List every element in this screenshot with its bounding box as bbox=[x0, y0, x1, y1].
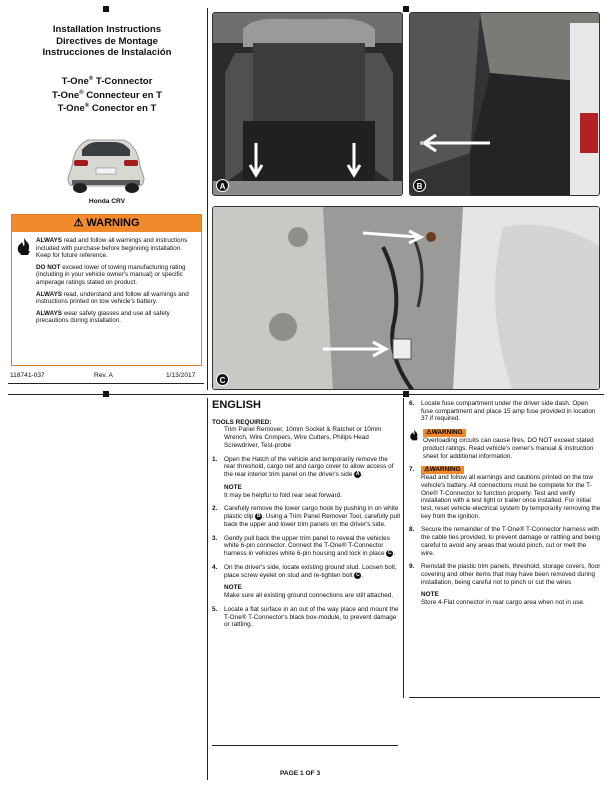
top-tick-right bbox=[403, 6, 409, 12]
step-8: 8. Secure the remainder of the T-One® T-Connector harness with the cable ties provided, to prevent damage or rattling and being careful to avoid any areas that would pinch, cut or melt the wire. bbox=[409, 526, 601, 557]
fire-hazard-icon bbox=[409, 429, 420, 441]
doc-date: 1/13/2017 bbox=[166, 372, 196, 379]
page-number: PAGE 1 OF 3 bbox=[280, 770, 321, 777]
english-column bbox=[212, 399, 400, 629]
step-4: 4. On the driver's side, locate existing ground stud. Loosen bolt, place screw eyelet on stud and re-tighten bolt C . NOTE Make sure all existing ground connections are still attached. bbox=[212, 564, 400, 600]
step-9: 9. Reinstall the plastic trim panels, threshold, storage covers, floor covering and other items that may have been removed during installation, being careful not to pinch or cut the wires NOTE Store 4-Flat connector in rear cargo area when not in use. bbox=[409, 563, 601, 607]
fire-hazard-icon bbox=[16, 237, 33, 256]
lower-column-divider bbox=[207, 398, 208, 780]
english-end-rule bbox=[212, 745, 398, 746]
note-3-heading: NOTE bbox=[421, 591, 439, 599]
tools-required-heading: TOOLS REQUIRED: bbox=[212, 418, 272, 426]
warning-paragraph-3: ALWAYS read, understand and follow all warnings and instructions printed on tow vehicle's battery. bbox=[36, 290, 189, 306]
upper-section-divider bbox=[8, 394, 604, 395]
photo-c-connector bbox=[212, 206, 600, 390]
warning-paragraph-2: DO NOT exceed lower of towing manufacturing rating (including in your vehicle owner's manual) or specific amperage ratings stated on product. bbox=[36, 263, 186, 286]
photo-c-label: C bbox=[216, 373, 229, 386]
warning-badge-1: ⚠WARNING bbox=[423, 429, 466, 437]
note-3-text: Store 4-Flat connector in rear cargo area when not in use. bbox=[421, 599, 585, 607]
warning-paragraph-4: ALWAYS wear safety glasses and use all safety precautions during installation. bbox=[36, 309, 170, 325]
warning-overload-text: Overloading circuits can cause fires. DO NOT exceed stated product ratings. Read vehicle's owner's manual & instruction sheet for additional information. bbox=[423, 437, 594, 460]
step-5: 5. Locate a flat surface in an out of the way place and mount the T-One® T-Connector's black box-module, to prevent damage or rattling. bbox=[212, 605, 399, 629]
vehicle-photo bbox=[58, 126, 154, 196]
upper-divider-tick-left bbox=[103, 391, 109, 397]
warning-overload bbox=[409, 429, 601, 460]
left-column-divider bbox=[207, 8, 208, 390]
title-block bbox=[10, 24, 204, 59]
photo-a-label: A bbox=[216, 179, 229, 192]
top-tick-left bbox=[103, 6, 109, 12]
ref-photo-b-icon: B bbox=[256, 512, 261, 519]
photo-a-cargo-area bbox=[212, 12, 403, 196]
tools-list: Trim Panel Remover, 10mm Socket & Ratchet or 10mm Wrench, Wire Crimpers, Wire Cutters, Philips Head Screwdriver, Test-probe bbox=[224, 426, 382, 449]
photo-b-label: B bbox=[413, 179, 426, 192]
step-3: 3. Gently pull back the upper trim panel to reveal the vehicles white 6-pin connector. Connect the T-One® T-Connector harness in vehicles white 6-pin housing and lock in place C . bbox=[212, 534, 396, 558]
warning-badge-2: ⚠WARNING bbox=[421, 466, 464, 474]
step-7-text: Read and follow all warnings and cautions printed on the tow vehicle's battery. All connections must be complete for the T-One® T-Connector to function properly. Test and verify installation with a test light or trailer once installed. For initial test, reset vehicle electrical system by temporarily removing the key from the ignition. bbox=[421, 474, 601, 520]
photo-a-image bbox=[213, 13, 403, 196]
upper-divider-tick-right bbox=[403, 391, 409, 397]
note-2-heading: NOTE bbox=[224, 584, 242, 592]
note-1-text: It may be helpful to fold rear seat forward. bbox=[224, 491, 342, 499]
product-name-block bbox=[10, 74, 204, 115]
revision: Rev. A bbox=[94, 372, 113, 379]
warning-box bbox=[11, 214, 202, 366]
warning-heading: ⚠ WARNING bbox=[12, 215, 201, 232]
product-name-french: T-One® Connecteur en T bbox=[52, 89, 162, 101]
photo-b-image bbox=[410, 13, 600, 196]
warning-text bbox=[36, 237, 198, 329]
note-1-heading: NOTE bbox=[224, 483, 242, 491]
title-french: Directives de Montage bbox=[56, 35, 158, 47]
meta-underline bbox=[8, 383, 204, 384]
right-end-rule bbox=[409, 697, 600, 698]
photo-b-cargo-hook bbox=[409, 12, 600, 196]
step-7: 7. ⚠WARNING Read and follow all warnings and cautions printed on the tow vehicle's battery. All connections must be complete for the T-One® T-Connector to function properly. Test and verify installation with a test light or trailer once installed. For initial test, reset vehicle electrical system by temporarily removing the key from the ignition. bbox=[409, 466, 601, 520]
warning-paragraph-1: ALWAYS read and follow all warnings and instructions included with purchase before beginning installation. Keep for future reference. bbox=[36, 237, 188, 260]
step-6: 6. Locate fuse compartment under the driver side dash. Open fuse compartment and place 15 amp fuse provided in location 37 if required. bbox=[409, 400, 596, 423]
step-1: 1. Open the Hatch of the vehicle and temporarily remove the rear threshold, cargo net and cargo cover to allow access of the rear interior trim panel on the driver's side A . NOTE It may be helpful to fold rear seat forward. bbox=[212, 456, 400, 500]
photo-c-image bbox=[213, 207, 600, 390]
step-2: 2. Carefully remove the lower cargo hook by pushing in on white plastic clip B . Using a Trim Panel Remover Tool, carefully pull back the upper and lower trim panels on the driver's side. bbox=[212, 505, 400, 528]
product-name-english: T-One® T-Connector bbox=[61, 76, 153, 88]
ref-photo-c-icon: C bbox=[388, 549, 392, 556]
section-title-english: ENGLISH bbox=[212, 399, 261, 411]
warning-triangle-icon: ⚠ bbox=[73, 217, 84, 229]
ref-photo-c-icon-2: C bbox=[356, 571, 360, 578]
title-spanish: Instrucciones de Instalación bbox=[42, 47, 172, 58]
title-english: Installation Instructions bbox=[52, 24, 162, 35]
product-name-spanish: T-One® Conector en T bbox=[57, 103, 157, 115]
ref-photo-a-icon: A bbox=[355, 470, 360, 477]
lower-column-divider-2 bbox=[403, 398, 404, 698]
note-2-text: Make sure all existing ground connections are still attached. bbox=[224, 592, 394, 600]
vehicle-caption: Honda CRV bbox=[88, 198, 126, 205]
part-number: 118741-037 bbox=[10, 372, 45, 379]
right-column bbox=[409, 400, 601, 607]
